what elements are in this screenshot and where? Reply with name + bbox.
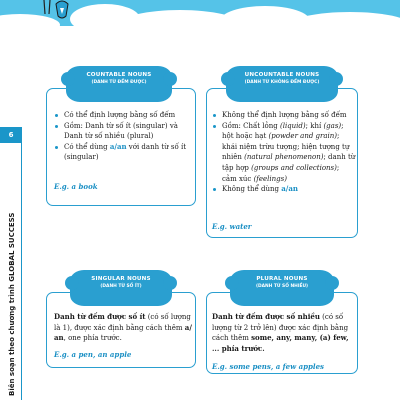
cloud-shape [290, 12, 400, 38]
text-part: (powder and grain) [268, 132, 338, 141]
text-part: Danh từ đếm được số ít [54, 312, 146, 321]
countable-nouns-badge [66, 66, 172, 102]
plural-description [212, 312, 354, 354]
list-item: Không thể định lượng bằng số đếm [212, 110, 356, 121]
list-item: Có thể định lượng bằng số đếm [54, 110, 194, 121]
plural-nouns-subtitle: (DANH TỪ SỐ NHIỀU) [255, 284, 309, 289]
singular-example: E.g. a pen, an apple [54, 350, 132, 359]
list-item [212, 121, 356, 185]
text-part: (có số lượng là 1), được xác định bằng cách thêm [54, 313, 191, 332]
text-part: Danh từ đếm được số nhiều [212, 312, 320, 321]
text-part: Gồm: Chất lỏng [222, 121, 280, 130]
text-part: some, any, many, (a) few, ... [212, 333, 349, 353]
list-item: Gồm: Danh từ số ít (singular) và Danh từ số nhiều (plural) [54, 121, 194, 142]
text-part: ; khí [305, 121, 324, 130]
singular-description [54, 312, 192, 344]
text-part: ; danh từ tập hợp [222, 153, 356, 172]
uncountable-nouns-badge [226, 66, 338, 102]
text-part: (liquid) [279, 121, 306, 130]
countable-example: E.g. a book [54, 182, 98, 191]
text-part: (feelings) [253, 174, 287, 183]
text-part: Không thể dùng [222, 185, 282, 194]
text-part: ; hột hoặc hạt [222, 121, 344, 141]
side-title: Biên soạn theo chương trình GLOBAL SUCCESS [8, 212, 16, 396]
text-part: (có số lượng từ 2 trở lên) được xác định bằng cách thêm [212, 313, 349, 343]
text-part: a/ an [54, 322, 192, 343]
uncountable-example: E.g. water [212, 222, 252, 231]
uncountable-nouns-subtitle: (DANH TỪ KHÔNG ĐẾM ĐƯỢC) [244, 80, 320, 85]
list-item: Có thể dùng a/an với danh từ số ít (singular) [54, 142, 194, 163]
text-part: (natural phenomenon) [244, 153, 324, 162]
countable-nouns-subtitle: (DANH TỪ ĐẾM ĐƯỢC) [91, 80, 147, 85]
singular-nouns-title: SINGULAR NOUNS [91, 276, 151, 282]
list-item [212, 184, 356, 195]
text-part: (groups and collections) [251, 163, 337, 172]
side-title-wrap [2, 148, 18, 396]
character-illustration-icon [36, 0, 76, 24]
text-part: a/an [281, 184, 298, 194]
countable-nouns-title: COUNTABLE NOUNS [86, 72, 152, 78]
text-part: , one phía trước. [63, 334, 122, 343]
uncountable-nouns-title: UNCOUNTABLE NOUNS [244, 72, 320, 78]
text-part: (gas) [323, 121, 342, 130]
side-divider [21, 143, 22, 400]
plural-example: E.g. some pens, a few apples [212, 362, 324, 371]
plural-nouns-title: PLURAL NOUNS [256, 276, 308, 282]
text-part: phía trước. [219, 343, 265, 353]
countable-nouns-points [54, 110, 194, 163]
page-number: 6 [0, 127, 22, 143]
text-part: ; cảm xúc [222, 163, 340, 183]
singular-nouns-badge [70, 270, 172, 306]
text-part: ; khái niệm trừu tượng; hiện tượng tự nhiên [222, 132, 350, 162]
plural-nouns-badge [230, 270, 334, 306]
singular-nouns-subtitle: (DANH TỪ SỐ ÍT) [100, 284, 142, 289]
uncountable-nouns-points [212, 110, 356, 195]
